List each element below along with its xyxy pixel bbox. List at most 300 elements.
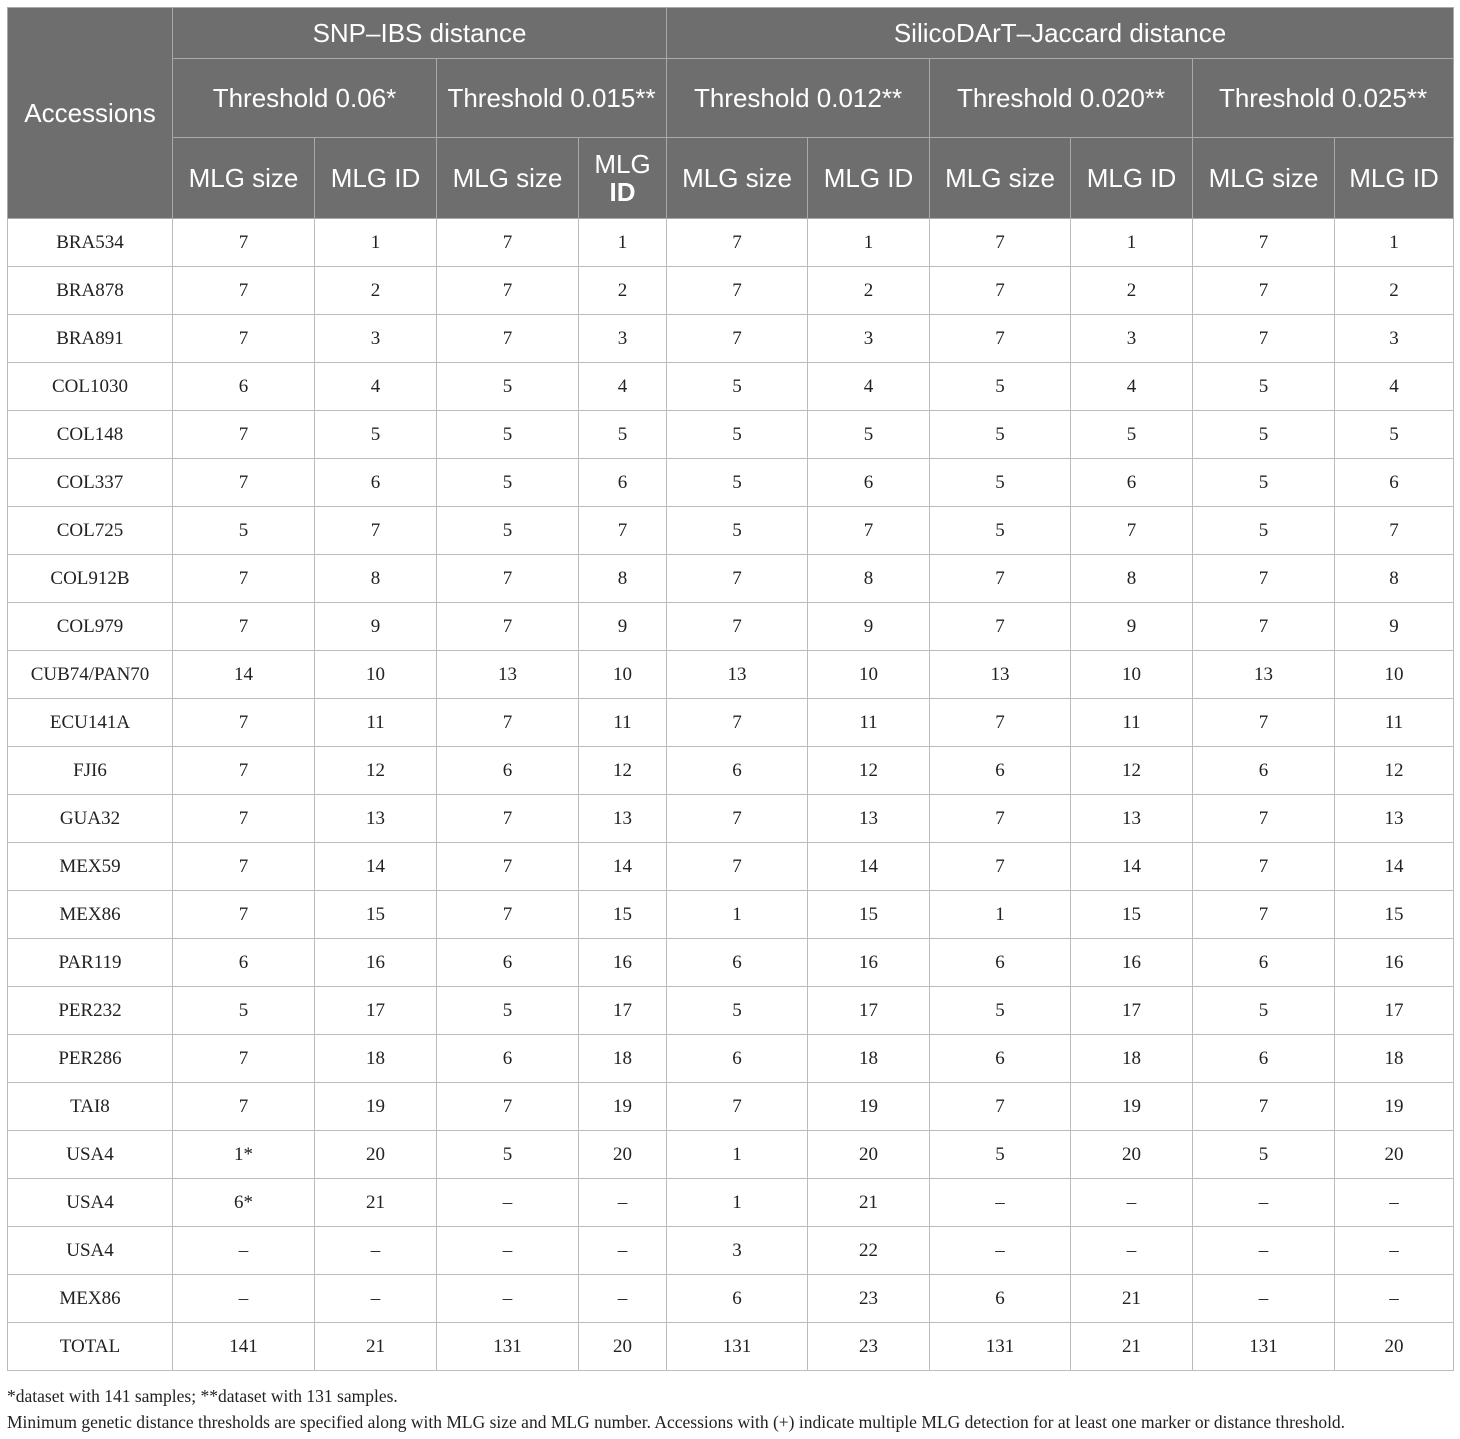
value-cell: 14	[808, 843, 930, 891]
value-cell: 5	[173, 987, 315, 1035]
mlg-id-header: MLG ID	[1335, 138, 1454, 219]
value-cell: 1	[667, 1131, 808, 1179]
value-cell: –	[173, 1227, 315, 1275]
value-cell: 5	[667, 987, 808, 1035]
table-row	[8, 891, 1454, 939]
value-cell: 19	[1335, 1083, 1454, 1131]
value-cell: 6	[437, 747, 579, 795]
value-cell: 19	[579, 1083, 667, 1131]
value-cell: –	[1193, 1179, 1335, 1227]
value-cell: 15	[808, 891, 930, 939]
value-cell: 10	[315, 651, 437, 699]
value-cell: 7	[173, 795, 315, 843]
value-cell: 6	[579, 459, 667, 507]
value-cell: 1	[1071, 219, 1193, 267]
value-cell: 6	[930, 1035, 1071, 1083]
value-cell: 12	[808, 747, 930, 795]
footnote-description: Minimum genetic distance thresholds are specified along with MLG size and MLG number. Accessions with (+) indicate multiple MLG detection for at least one marker or distance threshold.	[7, 1412, 1346, 1432]
value-cell: 13	[808, 795, 930, 843]
value-cell: 7	[667, 315, 808, 363]
value-cell: 7	[1193, 699, 1335, 747]
value-cell: 19	[1071, 1083, 1193, 1131]
value-cell: 3	[667, 1227, 808, 1275]
value-cell: 7	[1071, 507, 1193, 555]
value-cell: 7	[173, 1035, 315, 1083]
value-cell: 10	[1335, 651, 1454, 699]
table-row	[8, 315, 1454, 363]
value-cell: 5	[437, 411, 579, 459]
value-cell: –	[437, 1227, 579, 1275]
mlg-id-header: MLG ID	[1071, 138, 1193, 219]
value-cell: 13	[579, 795, 667, 843]
value-cell: 20	[315, 1131, 437, 1179]
value-cell: 20	[579, 1323, 667, 1371]
value-cell: 2	[1071, 267, 1193, 315]
accession-cell: USA4	[8, 1179, 173, 1227]
value-cell: 5	[930, 507, 1071, 555]
value-cell: 4	[315, 363, 437, 411]
value-cell: 6	[1335, 459, 1454, 507]
mlg-size-header: MLG size	[173, 138, 315, 219]
value-cell: 18	[1335, 1035, 1454, 1083]
value-cell: 5	[667, 459, 808, 507]
value-cell: 17	[808, 987, 930, 1035]
accession-cell: PAR119	[8, 939, 173, 987]
value-cell: 7	[173, 699, 315, 747]
value-cell: 20	[808, 1131, 930, 1179]
value-cell: 11	[579, 699, 667, 747]
footnote-datasets: *dataset with 141 samples; **dataset with 131 samples.	[7, 1386, 398, 1406]
value-cell: 16	[808, 939, 930, 987]
value-cell: 4	[579, 363, 667, 411]
table-row	[8, 651, 1454, 699]
value-cell: 5	[437, 459, 579, 507]
table-footnotes	[7, 1383, 1453, 1435]
value-cell: 19	[808, 1083, 930, 1131]
value-cell: –	[1335, 1227, 1454, 1275]
threshold-header: Threshold 0.025**	[1193, 59, 1454, 138]
value-cell: 6	[808, 459, 930, 507]
value-cell: 6	[437, 1035, 579, 1083]
value-cell: 7	[173, 315, 315, 363]
value-cell: 12	[315, 747, 437, 795]
table-row	[8, 747, 1454, 795]
value-cell: 19	[315, 1083, 437, 1131]
mlg-id-header-bold-suffix: ID	[609, 177, 636, 207]
value-cell: 6	[930, 747, 1071, 795]
value-cell: 1*	[173, 1131, 315, 1179]
value-cell: 12	[579, 747, 667, 795]
value-cell: –	[315, 1227, 437, 1275]
value-cell: 3	[1071, 315, 1193, 363]
table-row	[8, 363, 1454, 411]
value-cell: 7	[1193, 795, 1335, 843]
value-cell: 5	[1193, 459, 1335, 507]
value-cell: 6	[667, 939, 808, 987]
value-cell: 141	[173, 1323, 315, 1371]
value-cell: 10	[579, 651, 667, 699]
value-cell: 5	[930, 363, 1071, 411]
value-cell: 17	[1071, 987, 1193, 1035]
value-cell: 23	[808, 1275, 930, 1323]
value-cell: 5	[1193, 363, 1335, 411]
accession-cell: MEX59	[8, 843, 173, 891]
value-cell: 6	[667, 1035, 808, 1083]
value-cell: 7	[437, 699, 579, 747]
value-cell: 1	[667, 891, 808, 939]
accession-cell: MEX86	[8, 1275, 173, 1323]
value-cell: 9	[579, 603, 667, 651]
value-cell: 6	[930, 1275, 1071, 1323]
value-cell: 3	[808, 315, 930, 363]
value-cell: 7	[1193, 1083, 1335, 1131]
value-cell: –	[930, 1179, 1071, 1227]
value-cell: 5	[667, 363, 808, 411]
value-cell: 5	[437, 363, 579, 411]
value-cell: 5	[1071, 411, 1193, 459]
value-cell: 7	[930, 699, 1071, 747]
value-cell: 6	[173, 939, 315, 987]
value-cell: 18	[1071, 1035, 1193, 1083]
value-cell: 6	[1193, 747, 1335, 795]
table-row	[8, 603, 1454, 651]
mlg-id-header: MLG ID	[808, 138, 930, 219]
value-cell: 9	[315, 603, 437, 651]
accession-cell: BRA891	[8, 315, 173, 363]
accession-cell: COL912B	[8, 555, 173, 603]
value-cell: 8	[1071, 555, 1193, 603]
value-cell: 7	[1335, 507, 1454, 555]
value-cell: 5	[930, 1131, 1071, 1179]
table-row	[8, 507, 1454, 555]
table-row	[8, 1083, 1454, 1131]
value-cell: 7	[579, 507, 667, 555]
value-cell: 11	[1071, 699, 1193, 747]
value-cell: 4	[1071, 363, 1193, 411]
value-cell: 7	[930, 555, 1071, 603]
snp-ibs-group-header: SNP–IBS distance	[173, 8, 667, 59]
value-cell: –	[1335, 1179, 1454, 1227]
accession-cell: CUB74/PAN70	[8, 651, 173, 699]
value-cell: 2	[1335, 267, 1454, 315]
value-cell: 6	[667, 1275, 808, 1323]
value-cell: 1	[579, 219, 667, 267]
value-cell: 15	[579, 891, 667, 939]
value-cell: 6	[1193, 1035, 1335, 1083]
value-cell: 8	[315, 555, 437, 603]
mlg-table	[7, 7, 1454, 1371]
value-cell: –	[437, 1179, 579, 1227]
accession-cell: COL1030	[8, 363, 173, 411]
value-cell: 5	[1193, 411, 1335, 459]
accession-cell: PER286	[8, 1035, 173, 1083]
value-cell: –	[1335, 1275, 1454, 1323]
value-cell: 1	[315, 219, 437, 267]
value-cell: 9	[1071, 603, 1193, 651]
value-cell: 18	[315, 1035, 437, 1083]
accession-cell: BRA534	[8, 219, 173, 267]
value-cell: 16	[579, 939, 667, 987]
mlg-table-container	[7, 7, 1453, 1371]
value-cell: 14	[579, 843, 667, 891]
accession-cell: USA4	[8, 1131, 173, 1179]
threshold-header: Threshold 0.06*	[173, 59, 437, 138]
accession-cell: PER232	[8, 987, 173, 1035]
value-cell: 12	[1335, 747, 1454, 795]
value-cell: 16	[315, 939, 437, 987]
value-cell: 1	[808, 219, 930, 267]
value-cell: 7	[173, 1083, 315, 1131]
value-cell: 5	[315, 411, 437, 459]
value-cell: 7	[667, 267, 808, 315]
value-cell: 2	[579, 267, 667, 315]
mlg-size-header: MLG size	[437, 138, 579, 219]
value-cell: –	[1071, 1227, 1193, 1275]
value-cell: 5	[667, 507, 808, 555]
table-row	[8, 1227, 1454, 1275]
accession-cell: BRA878	[8, 267, 173, 315]
value-cell: 7	[1193, 219, 1335, 267]
table-row	[8, 987, 1454, 1035]
value-cell: 7	[667, 843, 808, 891]
accession-cell: COL725	[8, 507, 173, 555]
threshold-header: Threshold 0.015**	[437, 59, 667, 138]
value-cell: 18	[579, 1035, 667, 1083]
value-cell: 20	[1335, 1131, 1454, 1179]
value-cell: 17	[315, 987, 437, 1035]
value-cell: 1	[667, 1179, 808, 1227]
value-cell: –	[1193, 1227, 1335, 1275]
value-cell: –	[315, 1275, 437, 1323]
value-cell: 7	[173, 555, 315, 603]
value-cell: 1	[930, 891, 1071, 939]
value-cell: 11	[1335, 699, 1454, 747]
value-cell: 11	[315, 699, 437, 747]
value-cell: 14	[1335, 843, 1454, 891]
value-cell: 7	[173, 459, 315, 507]
value-cell: 131	[930, 1323, 1071, 1371]
accession-cell: FJI6	[8, 747, 173, 795]
value-cell: –	[1071, 1179, 1193, 1227]
value-cell: 7	[173, 891, 315, 939]
value-cell: 3	[579, 315, 667, 363]
table-row	[8, 219, 1454, 267]
value-cell: 5	[1335, 411, 1454, 459]
value-cell: 7	[667, 555, 808, 603]
value-cell: 7	[667, 795, 808, 843]
silicodart-group-header: SilicoDArT–Jaccard distance	[667, 8, 1454, 59]
value-cell: 5	[437, 987, 579, 1035]
value-cell: 5	[1193, 507, 1335, 555]
value-cell: 5	[173, 507, 315, 555]
value-cell: 7	[930, 795, 1071, 843]
value-cell: 7	[667, 219, 808, 267]
value-cell: 3	[315, 315, 437, 363]
value-cell: 5	[437, 507, 579, 555]
value-cell: 7	[437, 795, 579, 843]
value-cell: –	[930, 1227, 1071, 1275]
table-row	[8, 411, 1454, 459]
value-cell: 13	[1193, 651, 1335, 699]
value-cell: 7	[930, 219, 1071, 267]
value-cell: 14	[1071, 843, 1193, 891]
value-cell: –	[579, 1227, 667, 1275]
accession-cell: COL148	[8, 411, 173, 459]
value-cell: 4	[808, 363, 930, 411]
mlg-size-header: MLG size	[1193, 138, 1335, 219]
mlg-id-header	[579, 138, 667, 219]
value-cell: 20	[579, 1131, 667, 1179]
value-cell: 13	[1335, 795, 1454, 843]
value-cell: 7	[173, 603, 315, 651]
value-cell: 5	[808, 411, 930, 459]
value-cell: –	[437, 1275, 579, 1323]
value-cell: 131	[437, 1323, 579, 1371]
value-cell: 21	[315, 1323, 437, 1371]
value-cell: 10	[808, 651, 930, 699]
mlg-id-header-label: MLG	[594, 149, 651, 179]
value-cell: 6	[930, 939, 1071, 987]
value-cell: 21	[808, 1179, 930, 1227]
threshold-header: Threshold 0.012**	[667, 59, 930, 138]
value-cell: 2	[808, 267, 930, 315]
value-cell: 7	[437, 267, 579, 315]
table-row	[8, 1035, 1454, 1083]
value-cell: 17	[1335, 987, 1454, 1035]
table-row	[8, 1323, 1454, 1371]
table-row	[8, 939, 1454, 987]
value-cell: 131	[1193, 1323, 1335, 1371]
value-cell: 17	[579, 987, 667, 1035]
value-cell: 16	[1071, 939, 1193, 987]
value-cell: 11	[808, 699, 930, 747]
value-cell: 2	[315, 267, 437, 315]
value-cell: 5	[579, 411, 667, 459]
value-cell: 8	[808, 555, 930, 603]
value-cell: 7	[667, 603, 808, 651]
value-cell: 5	[930, 411, 1071, 459]
value-cell: 13	[667, 651, 808, 699]
value-cell: 131	[667, 1323, 808, 1371]
value-cell: 6	[667, 747, 808, 795]
value-cell: 20	[1071, 1131, 1193, 1179]
value-cell: 18	[808, 1035, 930, 1083]
value-cell: 13	[1071, 795, 1193, 843]
value-cell: 7	[808, 507, 930, 555]
value-cell: –	[1193, 1275, 1335, 1323]
table-row	[8, 459, 1454, 507]
value-cell: 16	[1335, 939, 1454, 987]
value-cell: 13	[315, 795, 437, 843]
mlg-size-header: MLG size	[930, 138, 1071, 219]
value-cell: 7	[173, 843, 315, 891]
table-row	[8, 1131, 1454, 1179]
accession-cell: ECU141A	[8, 699, 173, 747]
value-cell: 15	[1071, 891, 1193, 939]
value-cell: 7	[1193, 603, 1335, 651]
value-cell: –	[173, 1275, 315, 1323]
accession-cell: COL337	[8, 459, 173, 507]
value-cell: 7	[173, 219, 315, 267]
value-cell: 7	[437, 891, 579, 939]
table-row	[8, 1179, 1454, 1227]
value-cell: 7	[437, 555, 579, 603]
value-cell: 7	[1193, 891, 1335, 939]
threshold-header: Threshold 0.020**	[930, 59, 1193, 138]
accession-cell: MEX86	[8, 891, 173, 939]
value-cell: 5	[930, 459, 1071, 507]
value-cell: 9	[1335, 603, 1454, 651]
value-cell: –	[579, 1275, 667, 1323]
value-cell: 7	[437, 219, 579, 267]
value-cell: 7	[930, 1083, 1071, 1131]
value-cell: 7	[930, 843, 1071, 891]
value-cell: 6	[1193, 939, 1335, 987]
accession-cell: TOTAL	[8, 1323, 173, 1371]
value-cell: 7	[173, 267, 315, 315]
table-row	[8, 555, 1454, 603]
table-row	[8, 699, 1454, 747]
value-cell: 6*	[173, 1179, 315, 1227]
accession-cell: TAI8	[8, 1083, 173, 1131]
value-cell: 7	[667, 699, 808, 747]
value-cell: 22	[808, 1227, 930, 1275]
value-cell: 20	[1335, 1323, 1454, 1371]
value-cell: 1	[1335, 219, 1454, 267]
value-cell: 21	[1071, 1275, 1193, 1323]
value-cell: 7	[1193, 555, 1335, 603]
value-cell: 5	[1193, 987, 1335, 1035]
value-cell: 6	[315, 459, 437, 507]
value-cell: 8	[1335, 555, 1454, 603]
mlg-id-header: MLG ID	[315, 138, 437, 219]
value-cell: 6	[173, 363, 315, 411]
value-cell: 7	[437, 843, 579, 891]
value-cell: –	[579, 1179, 667, 1227]
value-cell: 13	[930, 651, 1071, 699]
value-cell: 21	[1071, 1323, 1193, 1371]
value-cell: 7	[1193, 315, 1335, 363]
value-cell: 13	[437, 651, 579, 699]
value-cell: 5	[1193, 1131, 1335, 1179]
value-cell: 7	[315, 507, 437, 555]
accession-cell: COL979	[8, 603, 173, 651]
mlg-size-header: MLG size	[667, 138, 808, 219]
value-cell: 7	[437, 603, 579, 651]
value-cell: 14	[315, 843, 437, 891]
value-cell: 8	[579, 555, 667, 603]
accession-cell: USA4	[8, 1227, 173, 1275]
value-cell: 21	[315, 1179, 437, 1227]
table-row	[8, 267, 1454, 315]
accession-cell: GUA32	[8, 795, 173, 843]
value-cell: 7	[930, 315, 1071, 363]
value-cell: 5	[437, 1131, 579, 1179]
value-cell: 7	[437, 1083, 579, 1131]
value-cell: 7	[930, 267, 1071, 315]
value-cell: 3	[1335, 315, 1454, 363]
table-body	[8, 219, 1454, 1371]
value-cell: 4	[1335, 363, 1454, 411]
value-cell: 7	[1193, 843, 1335, 891]
table-row	[8, 843, 1454, 891]
value-cell: 5	[930, 987, 1071, 1035]
value-cell: 9	[808, 603, 930, 651]
value-cell: 15	[1335, 891, 1454, 939]
value-cell: 7	[667, 1083, 808, 1131]
value-cell: 7	[930, 603, 1071, 651]
accessions-header: Accessions	[8, 8, 173, 219]
